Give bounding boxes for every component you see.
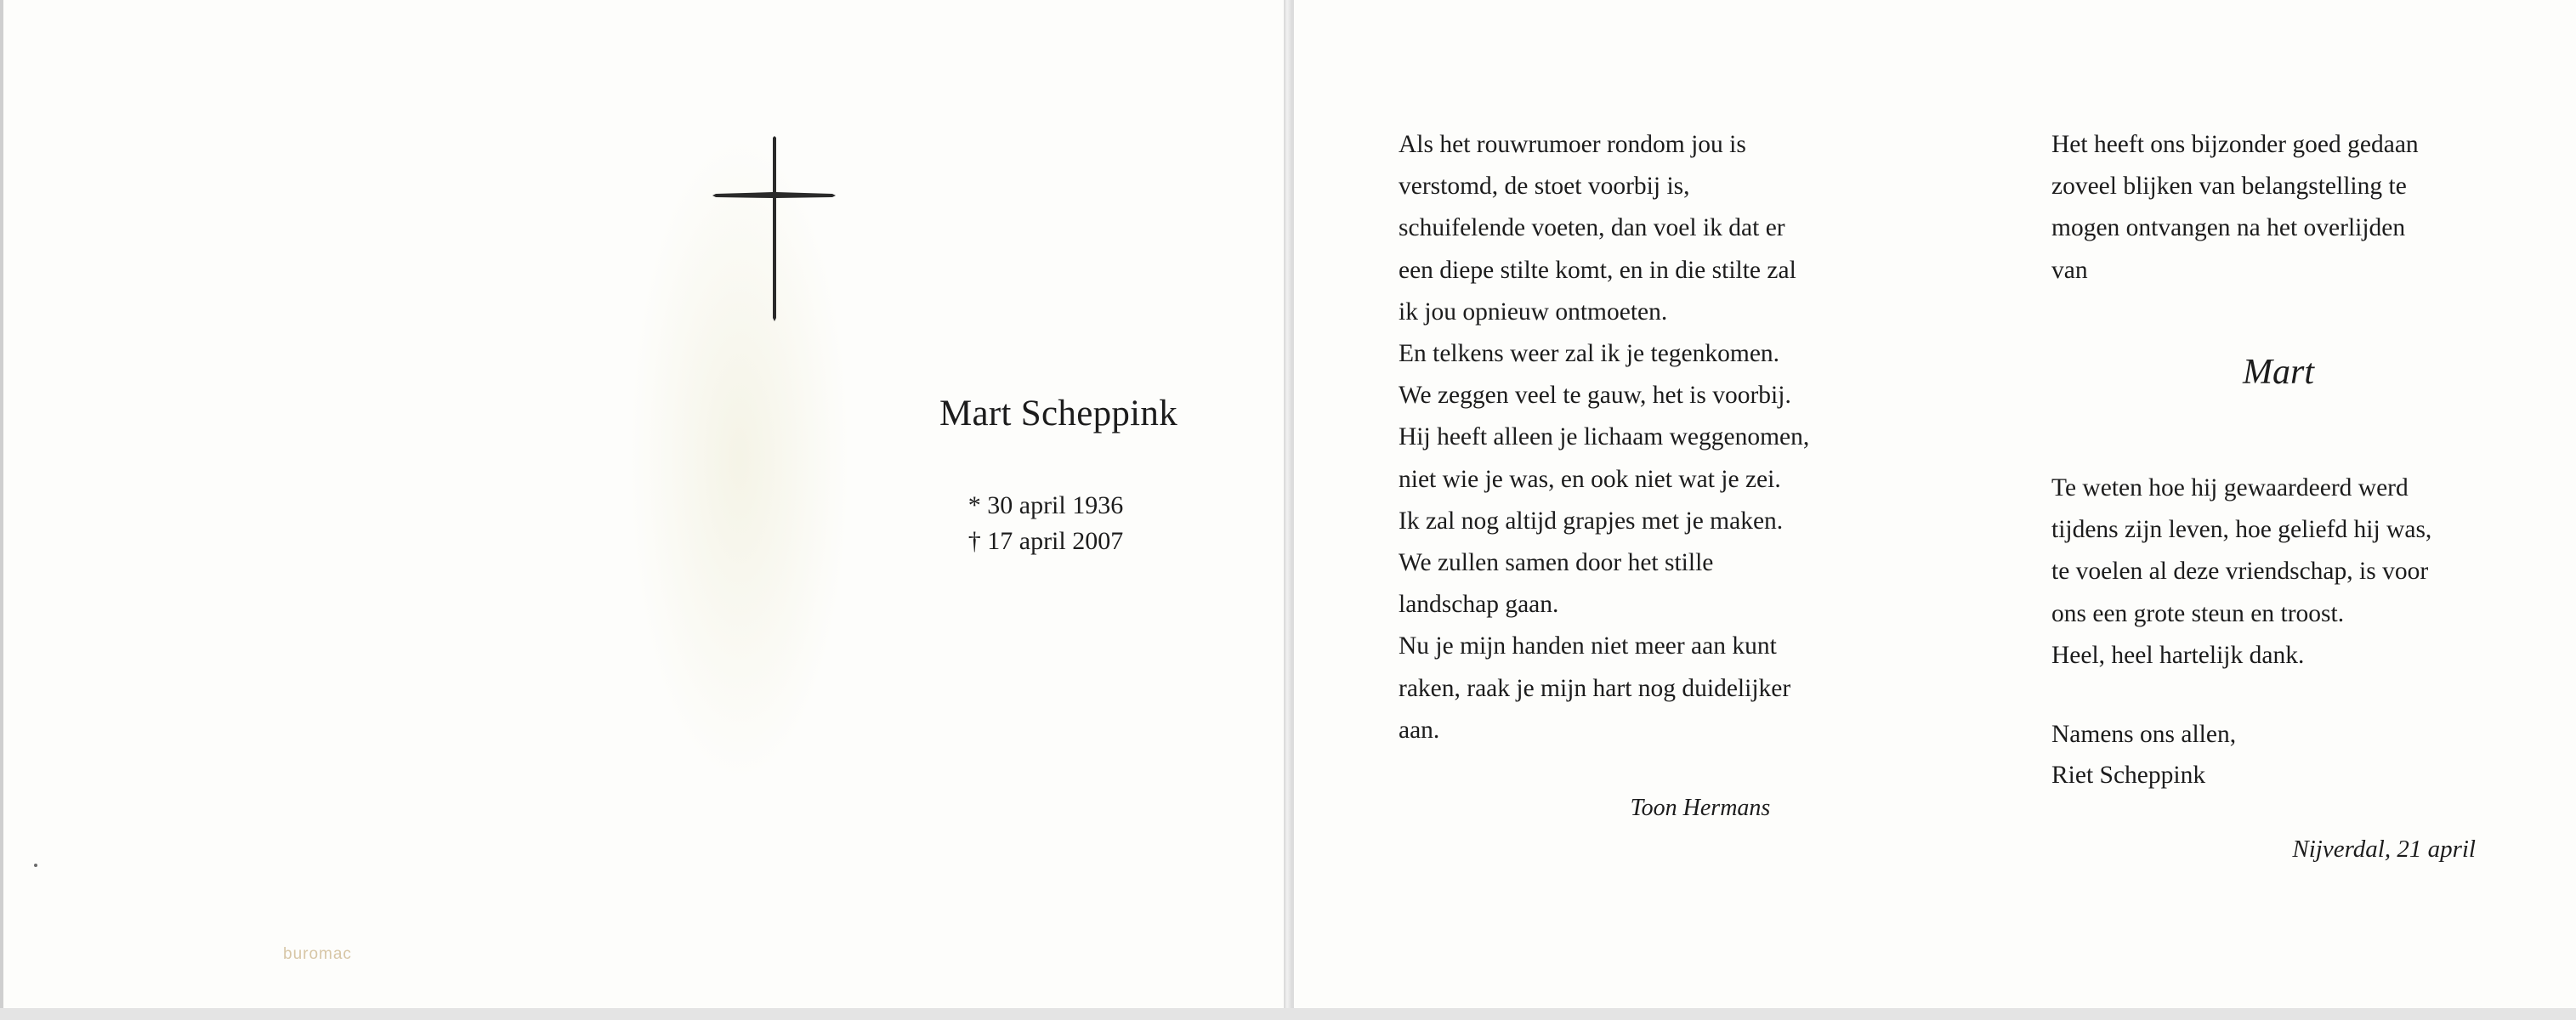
signoff xyxy=(2051,714,2477,796)
thanks-line: mogen ontvangen na het overlijden xyxy=(2051,214,2406,242)
thanks-line: Heel, heel hartelijk dank. xyxy=(2051,641,2305,669)
poem-line: En telkens weer zal ik je tegenkomen. xyxy=(1399,340,1780,368)
poem-line: raken, raak je mijn hart nog duidelijker xyxy=(1399,674,1791,702)
poem-line: aan. xyxy=(1399,716,1440,744)
thanks-line: tijdens zijn leven, hoe geliefd hij was, xyxy=(2051,516,2432,544)
thanks-intro xyxy=(2051,124,2511,292)
poem-author: Toon Hermans xyxy=(1630,795,1771,821)
thanks-line: te voelen al deze vriendschap, is voor xyxy=(2051,558,2429,586)
life-dates xyxy=(927,488,1165,559)
poem-line: ik jou opnieuw ontmoeten. xyxy=(1399,298,1668,326)
poem-line: We zeggen veel te gauw, het is voorbij. xyxy=(1399,382,1791,410)
birth-date: * 30 april 1936 xyxy=(967,491,1124,519)
poem-line: landschap gaan. xyxy=(1399,591,1559,619)
poem-line: Hij heeft alleen je lichaam weggenomen, xyxy=(1399,423,1810,451)
thanks-line: Te weten hoe hij gewaardeerd werd xyxy=(2051,474,2409,502)
thanks-line: van xyxy=(2051,256,2088,284)
poem-line: schuifelende voeten, dan voel ik dat er xyxy=(1399,214,1785,242)
thanks-deceased-name: Mart xyxy=(2243,353,2314,392)
poem-line: een diepe stilte komt, en in die stilte zal xyxy=(1399,256,1796,284)
poem-text xyxy=(1399,124,1943,751)
poem-line: We zullen samen door het stille xyxy=(1399,549,1714,577)
deceased-name: Mart Scheppink xyxy=(939,394,1178,434)
scan-bottom-edge xyxy=(0,1008,2576,1020)
signoff-line: Namens ons allen, xyxy=(2051,721,2237,748)
death-date: † 17 april 2007 xyxy=(967,527,1124,555)
signer-name: Riet Scheppink xyxy=(2051,762,2206,789)
printer-mark: buromac xyxy=(283,945,352,963)
thanks-body xyxy=(2051,468,2528,677)
poem-line: Ik zal nog altijd grapjes met je maken. xyxy=(1399,507,1784,535)
thanks-line: ons een grote steun en troost. xyxy=(2051,599,2345,627)
card-fold xyxy=(1284,0,1292,1020)
place-date: Nijverdal, 21 april xyxy=(2292,836,2476,863)
thanks-line: zoveel blijken van belangstelling te xyxy=(2051,173,2407,201)
left-card-panel xyxy=(0,0,1285,1008)
poem-line: Als het rouwrumoer rondom jou is xyxy=(1399,131,1746,158)
poem-line: verstomd, de stoet voorbij is, xyxy=(1399,173,1690,201)
poem-line: niet wie je was, en ook niet wat je zei. xyxy=(1399,465,1781,493)
panel-edge xyxy=(0,0,3,1008)
poem-line: Nu je mijn handen niet meer aan kunt xyxy=(1399,632,1777,660)
scan-speck xyxy=(34,864,37,867)
thanks-line: Het heeft ons bijzonder goed gedaan xyxy=(2051,131,2419,158)
cross-icon xyxy=(712,136,836,321)
